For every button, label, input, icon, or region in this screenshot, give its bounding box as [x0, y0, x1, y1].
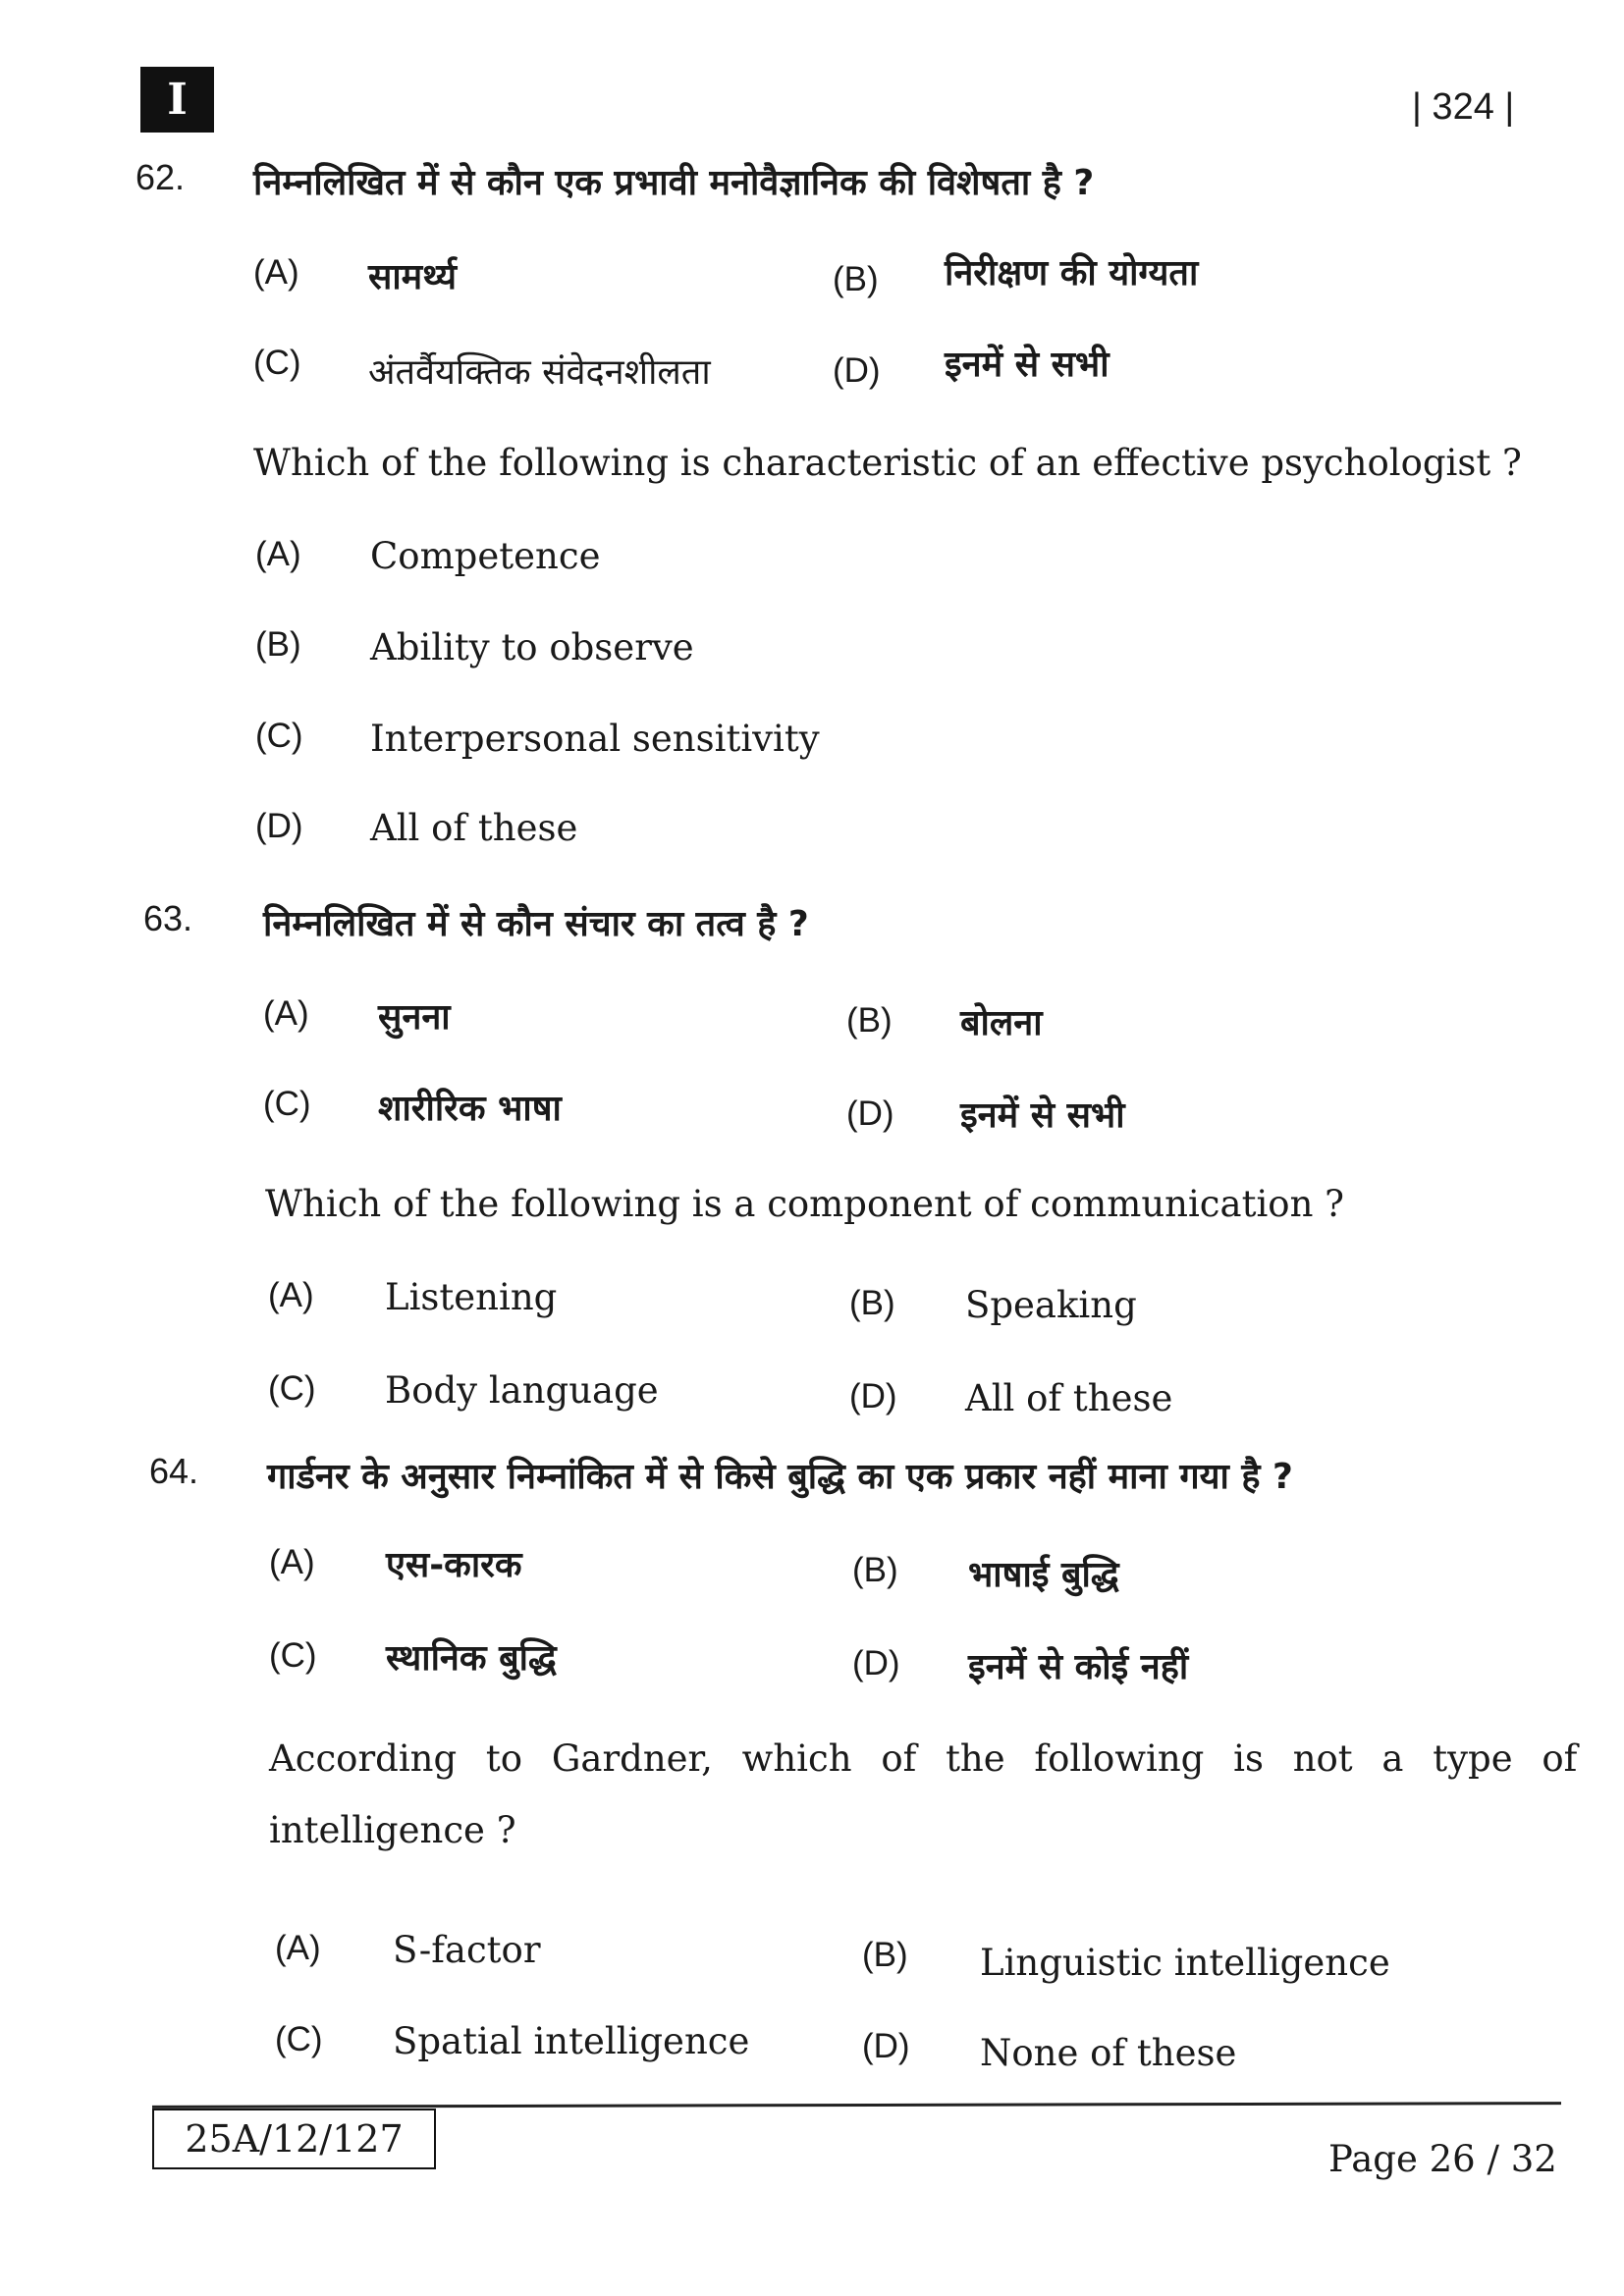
option-text: सामर्थ्य: [368, 257, 457, 297]
page-code: | 324 |: [1412, 86, 1515, 128]
question-text-hindi: निम्नलिखित में से कौन संचार का तत्व है ?: [263, 904, 809, 944]
question-text-english-line2: intelligence ?: [269, 1809, 516, 1851]
option-text: All of these: [370, 807, 578, 849]
question-text-hindi: निम्नलिखित में से कौन एक प्रभावी मनोवैज्ञानिक की विशेषता है ?: [253, 163, 1095, 203]
option-text: भाषाई बुद्धि: [968, 1555, 1119, 1595]
option-label: (D): [852, 1644, 900, 1682]
option-label: (C): [263, 1085, 311, 1123]
option-label: (C): [253, 344, 301, 382]
option-text: स्थानिक बुद्धि: [386, 1638, 557, 1679]
option-text: Body language: [385, 1369, 659, 1412]
option-label: (A): [263, 994, 309, 1033]
option-text: None of these: [980, 2032, 1237, 2074]
question-number: 64.: [149, 1451, 199, 1491]
option-label: (D): [862, 2027, 910, 2065]
option-label: (D): [849, 1377, 897, 1415]
option-text: Ability to observe: [370, 626, 694, 668]
question-text-english: Which of the following is a component of communication ?: [265, 1183, 1344, 1225]
option-label: (A): [255, 535, 301, 573]
option-text: इनमें से सभी: [960, 1095, 1125, 1136]
option-label: (A): [269, 1543, 315, 1581]
footer-divider: [152, 2102, 1561, 2109]
option-text: सुनना: [378, 997, 451, 1038]
option-text: अंतर्वैयक्तिक संवेदनशीलता: [368, 352, 711, 393]
question-text-english: According to Gardner, which of the following is not a type of: [269, 1737, 1578, 1780]
option-label: (B): [849, 1284, 895, 1322]
option-text: Competence: [370, 535, 601, 577]
option-text: बोलना: [960, 1003, 1043, 1043]
option-label: (D): [833, 351, 881, 390]
option-label: (D): [846, 1095, 894, 1133]
option-text: इनमें से कोई नहीं: [968, 1647, 1189, 1687]
option-label: (A): [268, 1276, 314, 1314]
paper-code-box: 25A/12/127: [152, 2109, 436, 2169]
option-text: एस-कारक: [386, 1545, 522, 1585]
option-label: (A): [253, 253, 299, 292]
option-text: Interpersonal sensitivity: [370, 718, 820, 760]
option-label: (C): [275, 2020, 323, 2058]
option-text: Listening: [385, 1276, 558, 1318]
option-text: Linguistic intelligence: [980, 1942, 1390, 1984]
option-label: (C): [268, 1369, 316, 1408]
option-text: शारीरिक भाषा: [378, 1089, 562, 1129]
option-label: (B): [846, 1001, 893, 1040]
option-label: (B): [852, 1551, 898, 1589]
option-text: निरीक्षण की योग्यता: [945, 253, 1199, 294]
option-label: (B): [255, 625, 301, 664]
option-label: (B): [862, 1936, 908, 1974]
option-text: All of these: [965, 1377, 1173, 1419]
option-label: (A): [275, 1929, 321, 1967]
question-number: 62.: [135, 157, 186, 197]
set-indicator: I: [140, 67, 214, 133]
option-label: (C): [255, 717, 303, 755]
page-number: Page 26 / 32: [1328, 2138, 1557, 2180]
option-text: Speaking: [965, 1284, 1137, 1326]
option-label: (B): [833, 260, 879, 298]
option-text: Spatial intelligence: [393, 2020, 750, 2062]
question-text-hindi: गार्डनर के अनुसार निम्नांकित में से किसे बुद्धि का एक प्रकार नहीं माना गया है ?: [267, 1457, 1293, 1497]
option-text: इनमें से सभी: [945, 345, 1110, 385]
option-label: (C): [269, 1636, 317, 1675]
question-number: 63.: [143, 898, 193, 938]
option-text: S-factor: [393, 1929, 541, 1971]
question-text-english: Which of the following is characteristic of an effective psychologist ?: [253, 442, 1522, 484]
option-label: (D): [255, 807, 303, 845]
